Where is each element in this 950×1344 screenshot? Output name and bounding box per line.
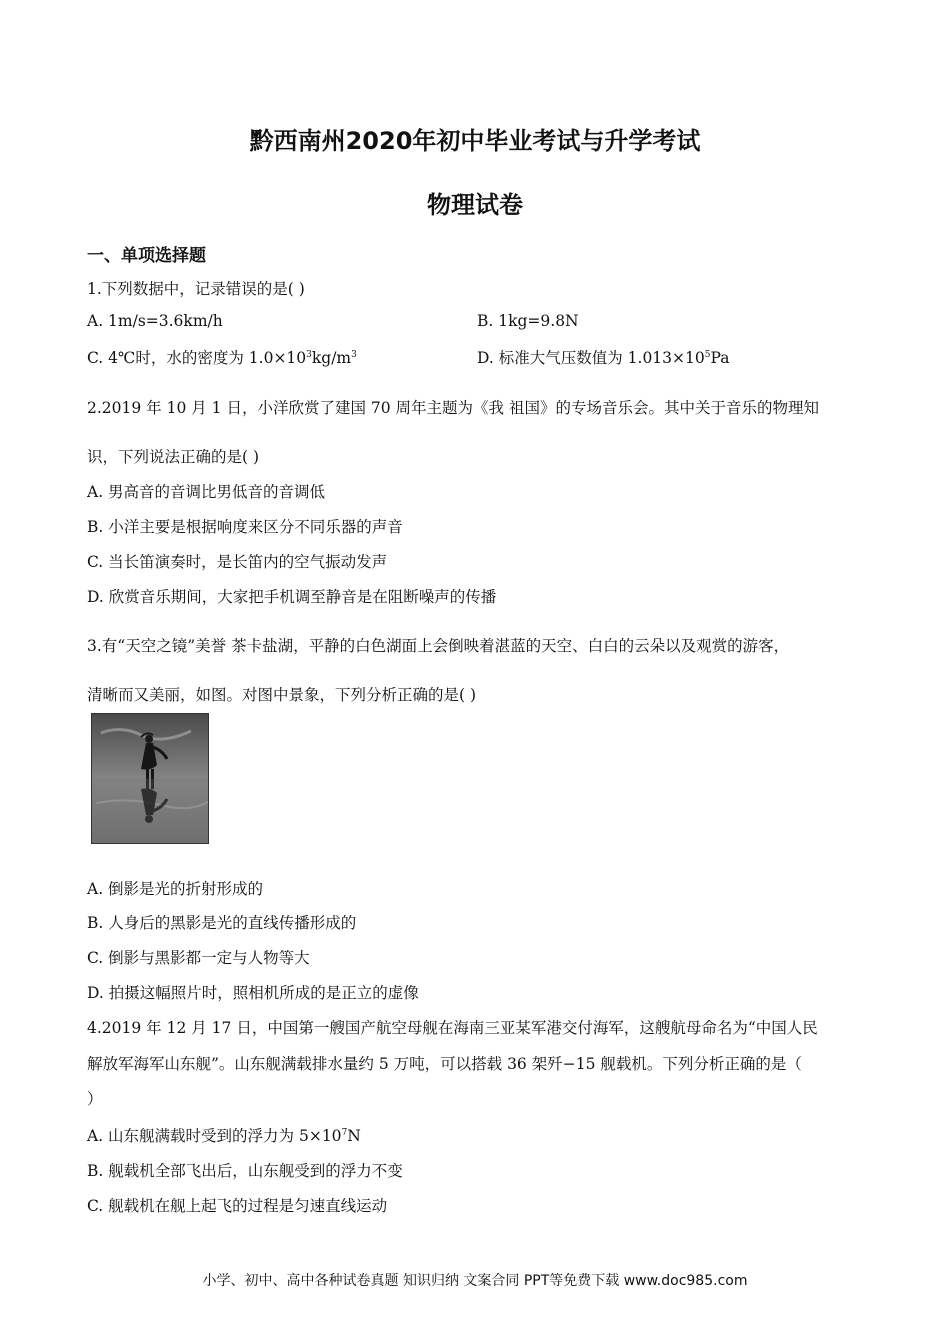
q4-option-a: A. 山东舰满载时受到的浮力为 $5\times 10^7N$ [87, 1127, 361, 1145]
q3-option-b: B. 人身后的黑影是光的直线传播形成的 [87, 914, 357, 932]
q3-stem-line2: 清晰而又美丽，如图。对图中景象，下列分析正确的是( ) [87, 686, 477, 704]
q4-option-c: C. 舰载机在舰上起飞的过程是匀速直线运动 [87, 1197, 388, 1215]
q2-option-c: C. 当长笛演奏时，是长笛内的空气振动发声 [87, 553, 388, 571]
salt-lake-photo [91, 713, 209, 844]
q3-option-a: A. 倒影是光的折射形成的 [87, 880, 264, 898]
q3-option-c: C. 倒影与黑影都一定与人物等大 [87, 949, 310, 967]
page-footer: 小学、初中、高中各种试卷真题 知识归纳 文案合同 PPT等免费下载 www.doc985.com [202, 1273, 748, 1289]
q2-stem-line2: 识，下列说法正确的是( ) [87, 448, 260, 466]
q1-option-a: A. 1m/s=3.6km/h [87, 312, 223, 330]
q1-stem: 1.下列数据中，记录错误的是( ) [87, 280, 305, 298]
q3-option-d: D. 拍摄这幅照片时，照相机所成的是正立的虚像 [87, 984, 419, 1002]
q4-option-b: B. 舰载机全部飞出后，山东舰受到的浮力不变 [87, 1162, 403, 1180]
q1-option-b: B. 1kg=9.8N [477, 312, 579, 330]
q4-stem-line3: ） [87, 1090, 103, 1108]
q1-option-c: C. 4℃时，水的密度为 $1.0\times 10^3kg/m^3$ [87, 349, 357, 367]
q4-stem-line1: 4.2019 年 12 月 17 日，中国第一艘国产航空母舰在海南三亚某军港交付海军，这艘航母命名为“中国人民 [87, 1019, 818, 1037]
exam-subtitle: 物理试卷 [427, 191, 523, 219]
q2-option-a: A. 男高音的音调比男低音的音调低 [87, 483, 326, 501]
section-heading: 一、单项选择题 [87, 246, 206, 266]
q3-stem-line1: 3.有“天空之镜”美誉 茶卡盐湖，平静的白色湖面上会倒映着湛蓝的天空、白白的云朵以及观赏的游客， [87, 637, 790, 655]
q2-option-b: B. 小洋主要是根据响度来区分不同乐器的声音 [87, 518, 403, 536]
q1-option-d: D. 标准大气压数值为 $1.013\times 10^5Pa$ [477, 349, 730, 367]
q2-stem-line1: 2.2019 年 10 月 1 日，小洋欣赏了建国 70 周年主题为《我 祖国》的专场音乐会。其中关于音乐的物理知 [87, 399, 819, 417]
q4-stem-line2: 解放军海军山东舰”。山东舰满载排水量约 5 万吨，可以搭载 36 架歼−15 舰载机。下列分析正确的是（ [87, 1055, 802, 1073]
exam-title: 黔西南州2020年初中毕业考试与升学考试 [249, 127, 701, 155]
q2-option-d: D. 欣赏音乐期间，大家把手机调至静音是在阻断噪声的传播 [87, 588, 497, 606]
